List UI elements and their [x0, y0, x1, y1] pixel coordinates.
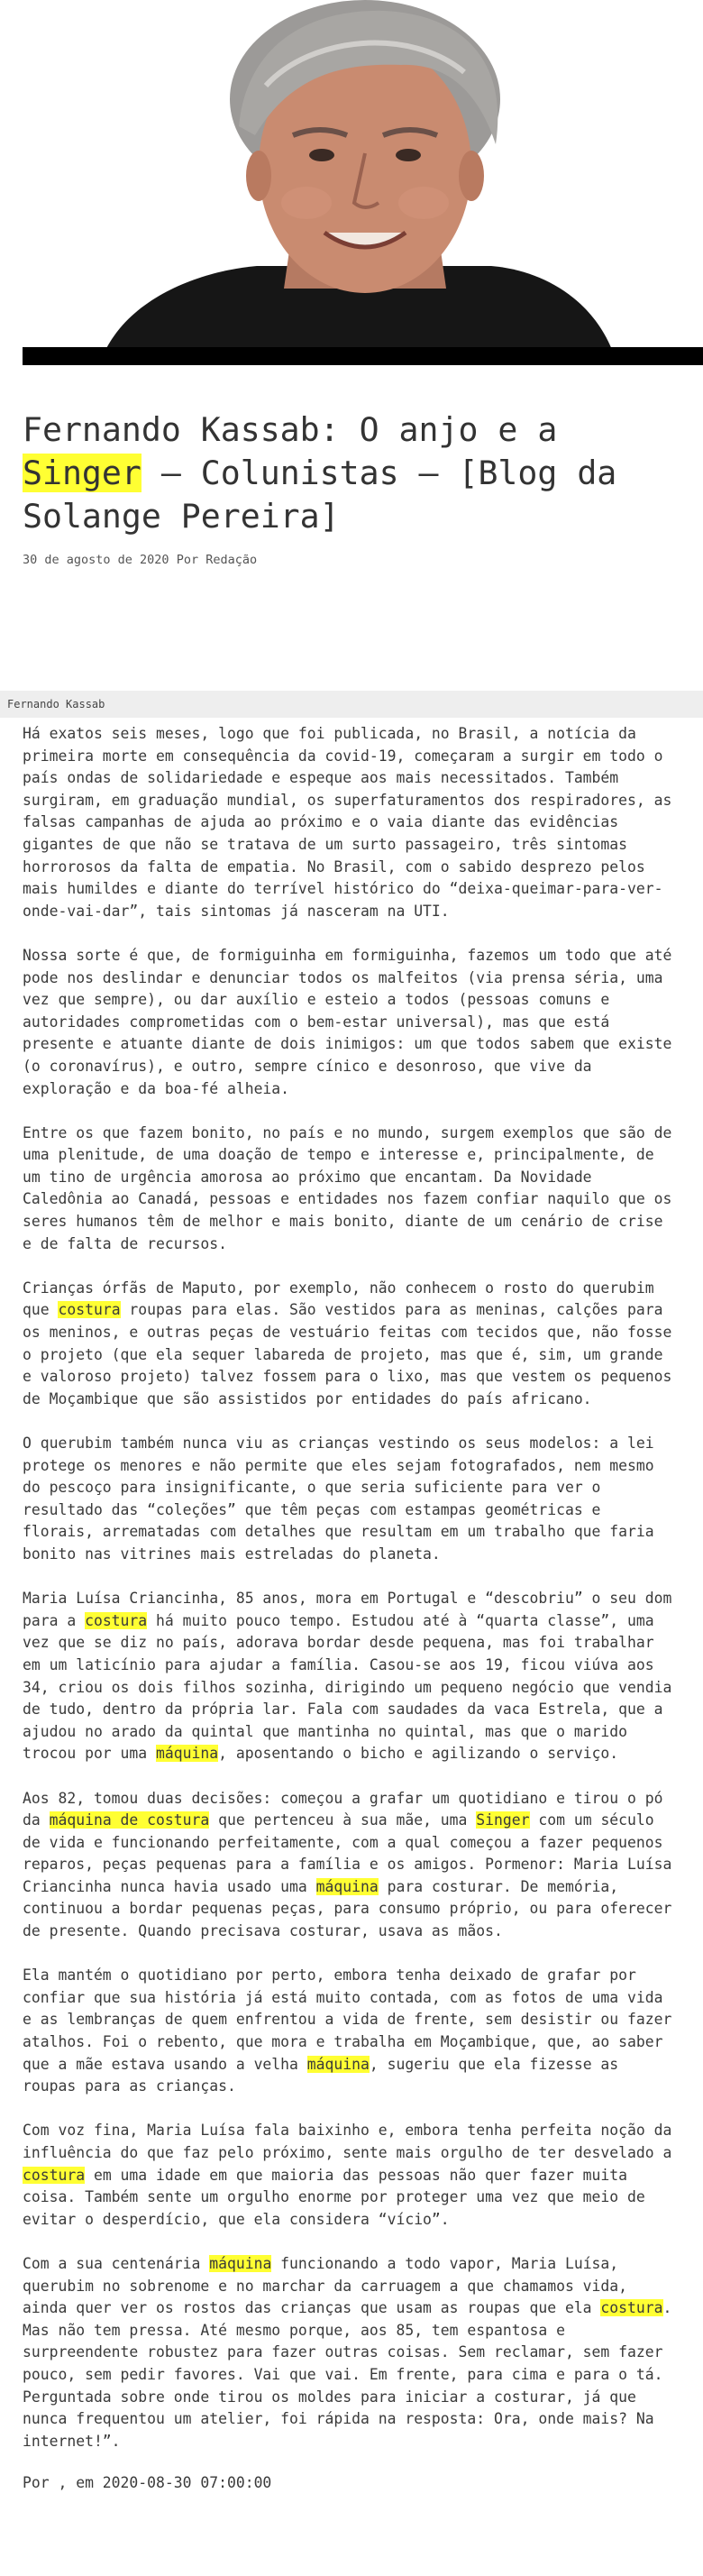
search-highlight: costura	[58, 1301, 121, 1319]
paragraph-text: , aposentando o bicho e agilizando o serviço.	[218, 1745, 619, 1763]
article-content	[0, 408, 676, 2495]
article-paragraph	[23, 723, 680, 922]
page-title	[23, 408, 680, 538]
portrait-image	[23, 0, 703, 365]
article-footer: Por , em 2020-08-30 07:00:00	[23, 2474, 272, 2492]
article-paragraph	[23, 2120, 680, 2231]
paragraph-text: em uma idade em que maioria das pessoas não quer fazer muita coisa. Também sente um orgulho enorme por proteger uma vez que meio de evitar o desperdício, que ela considera “vício”.	[23, 2166, 645, 2228]
search-highlight: costura	[600, 2299, 663, 2317]
paragraph-text: Nossa sorte é que, de formiguinha em formiguinha, fazemos um todo que até pode nos deslindar e denunciar todos os malfeitos (via prensa séria, uma vez que sempre), ou dar auxílio e esteio a todos (pessoas comuns e autoridades comprometidas com o bem-estar universal), mas que está presente e atuante diante de dois inimigos: um que todos sabem que existe (o coronavírus), e outro, sempre cínico e desonroso, que vive da exploração e da boa-fé alheia.	[23, 946, 672, 1097]
paragraph-text: . Mas não tem pressa. Até mesmo porque, aos 85, tem espantosa e surpreendente robustez para fazer outras coisas. Sem reclamar, sem fazer pouco, sem pedir favores. Vai que vai. Em frente, para cima e para o tá. Perguntada sobre onde tirou os moldes para iniciar a costurar, já que nunca frequentou um atelier, foi rápida na resposta: Ora, onde mais? Na internet!”.	[23, 2299, 672, 2450]
meta-by: Por	[176, 553, 199, 567]
paragraph-text: Crianças órfãs de Maputo, por exemplo, não conhecem o rosto do querubim que	[23, 1279, 654, 1319]
title-start: Fernando Kassab: O anjo e a	[23, 410, 558, 449]
author-link[interactable]: Redação	[205, 553, 258, 567]
paragraph-text: funcionando a todo vapor, Maria Luísa, querubim no sobrenome e no marchar da carruagem a que chamamos vida, ainda quer ver os rostos das crianças que usam as roupas que ela	[23, 2254, 628, 2317]
paragraph-text: Com a sua centenária	[23, 2254, 210, 2272]
article-body	[23, 723, 676, 2452]
paragraph-text: roupas para elas. São vestidos para as meninas, calções para os meninos, e outras peças de vestuário feitas com tecidos que, não fosse o projeto (que ela sequer labareda de projeto, mas que é, sim, um grande e valoroso projeto) talvez fossem para o lixo, mas que vestem os pequenos de Moçambique que são assistidos por entidades do país africano.	[23, 1301, 672, 1407]
search-highlight: máquina	[315, 1877, 379, 1895]
search-highlight: máquina	[306, 2055, 370, 2073]
article-paragraph	[23, 1788, 680, 1943]
paragraph-text: Com voz fina, Maria Luísa fala baixinho e, embora tenha perfeita noção da influência do que faz pelo próximo, sente mais orgulho de ter desvelado a	[23, 2122, 672, 2161]
paragraph-text: Entre os que fazem bonito, no país e no mundo, surgem exemplos que são de uma plenitude, de uma doação de tempo e interesse e, principalmente, de um tino de urgência amorosa ao próximo que encantam. Da Novidade Caledônia ao Canadá, pessoas e entidades nos fazem confiar naquilo que os seres humanos têm de melhor e mais bonito, diante de um cenário de crise e de falta de recursos.	[23, 1123, 672, 1252]
paragraph-text: O querubim também nunca viu as crianças vestindo os seus modelos: a lei protege os menores e não permite que eles sejam fotografados, nem mesmo do pescoço para insignificante, o que seria suficiente para ver o resultado das “coleções” que têm peças com estampas geométricas e florais, arrematadas com detalhes que resultam em um trabalho que faria bonito nas vitrines mais estreladas do planeta.	[23, 1435, 654, 1563]
search-highlight: costura	[23, 2166, 86, 2184]
title-highlight: Singer	[23, 454, 142, 492]
publish-date: 30 de agosto de 2020	[23, 553, 169, 567]
article-paragraph	[23, 1278, 680, 1411]
paragraph-text: com um século de vida e funcionando perfeitamente, com a qual começou a fazer pequenos reparos, peças pequenas para a família e os amigos. Pormenor: Maria Luísa Criancinha nunca havia usado uma	[23, 1811, 672, 1895]
paragraph-text: Há exatos seis meses, logo que foi publicada, no Brasil, a notícia da primeira morte em consequência da covid-19, começaram a surgir em todo o país ondas de solidariedade e espeque aos mais necessitados. Também surgiram, em graduação mundial, os superfaturamentos dos respiradores, as falsas campanhas de ajuda ao próximo e o vaia diante das evidências gigantes de que não se tratava de um surto passageiro, três sintomas horrorosos da falta de empatia. No Brasil, com o sabido desprezo pelos mais humildes e diante do terrível histórico do “deixa-queimar-para-ver-onde-vai-dar”, tais sintomas já nasceram na UTI.	[23, 725, 672, 920]
article-paragraph	[23, 2253, 680, 2452]
search-highlight: máquina de costura	[49, 1811, 210, 1829]
paragraph-text: Ela mantém o quotidiano por perto, embora tenha deixado de grafar por confiar que sua história já está muito contada, com as fotos de uma vida e as lembranças de quem enfrentou a vida de frente, sem desistir ou fazer atalhos. Foi o rebento, que mora e trabalha em Moçambique, que, ao saber que a mãe estava usando a velha	[23, 1966, 672, 2073]
paragraph-text: Aos 82, tomou duas decisões: começou a grafar um quotidiano e tirou o pó da	[23, 1789, 663, 1829]
article-paragraph	[23, 1433, 680, 1566]
paragraph-text: Maria Luísa Criancinha, 85 anos, mora em Portugal e “descobriu” o seu dom para a	[23, 1590, 672, 1629]
image-caption: Fernando Kassab	[0, 691, 703, 718]
hero-black-bar	[23, 347, 703, 365]
paragraph-text: que pertenceu à sua mãe, uma	[209, 1811, 477, 1829]
article-paragraph	[23, 1588, 680, 1765]
article-meta	[23, 551, 676, 569]
article-paragraph	[23, 1965, 680, 2098]
title-end: – Colunistas – [Blog da Solange Pereira]	[23, 454, 617, 536]
article-paragraph	[23, 945, 680, 1100]
search-highlight: costura	[85, 1611, 148, 1629]
paragraph-text: para costurar. De memória, continuou a bordar pequenas peças, para consumo próprio, ou para oferecer de presente. Quando precisava costurar, usava as mãos.	[23, 1877, 672, 1940]
article-paragraph	[23, 1123, 680, 1256]
hero-image	[23, 0, 703, 365]
search-highlight: máquina	[156, 1745, 219, 1763]
search-highlight: máquina	[209, 2254, 272, 2272]
search-highlight: Singer	[476, 1811, 530, 1829]
paragraph-text: , sugeriu que ela fizesse as roupas para as crianças.	[23, 2055, 619, 2095]
paragraph-text: há muito pouco tempo. Estudou até à “quarta classe”, uma vez que se diz no país, adorava bordar desde pequena, mas foi trabalhar em um laticínio para ajudar a família. Casou-se aos 19, ficou viúva aos 34, criou os dois filhos sozinha, dirigindo um pequeno negócio que vendia de tudo, dentro da própria lar. Fala com saudades da vaca Estrela, que a ajudou no arado da quintal que mantinha no quintal, mas que o marido trocou por uma	[23, 1611, 672, 1763]
